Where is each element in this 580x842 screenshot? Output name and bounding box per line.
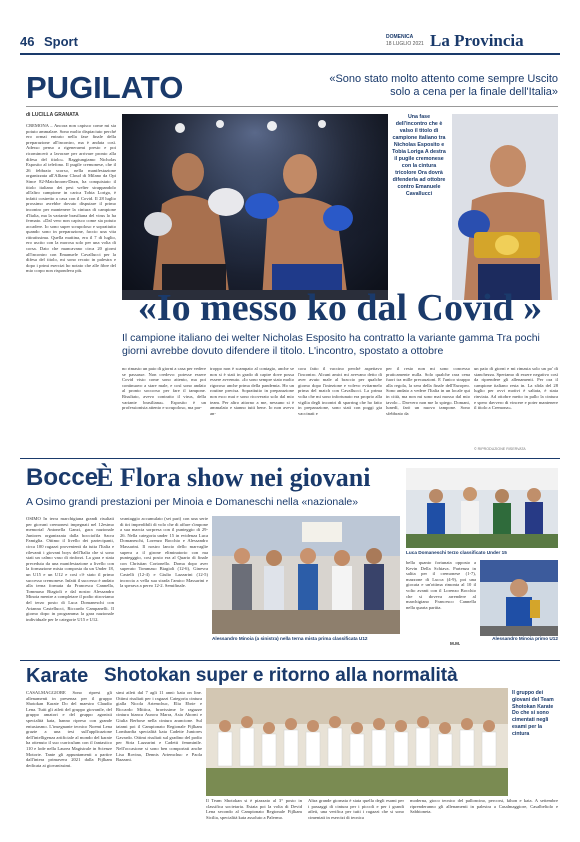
section-label: Sport [44, 34, 78, 49]
pugilato-body-col-5: un paio di giorni e mi rimasta solo un po' di stanchezza. Speriamo di essere negativo così da riprendere gli allenamenti. Per ora il campione italiano resta in. La sfida del 28 luglio per ovvi motivi è saltata, è stata rinviata. Ad ottobre metto in pallo la cintura e spero davvero di vincere e poter mantenere il titolo a Cremona». [474, 366, 558, 411]
bocce-group-graphic [212, 516, 400, 634]
boxing-photo-main [122, 114, 388, 300]
page-header [20, 32, 560, 54]
karate-body-4: Altra grande giornata è stata quella degli esami per i passaggi di cintura per i piccoli e per i grandi atleti, una verifica per tutti i ragazzi che si sono cimentati in esercizi di tecnica [308, 798, 404, 820]
bocce-body-mid: svantaggio accumulato (set pari) con una serie di tiri imperdibili di volo che di affare s'impone a sua marcia sorpresa con il punteggio di 29-26. Nella categoria under 15 in evidenza Luca Domaneschi, Lorenzo Bocchio e Alessandro Massarini. Il nostro lancio dello marvaglie supera a il girone eliminatorio con ma puntegggio, cosi posto era al Quarto di finale con Christian Cortonello. Doma dopo aver superato Tommaso Biagioli (12-6), Ginevra Castelli (12-4) e Giulio Lazzarini (12-5) incrocia a vella sua strada l'amico Massarini e la sperava a pereo 12-2. Semifinale. [120, 516, 208, 589]
bocce-top-rule [20, 458, 560, 459]
newspaper-title: La Provincia [430, 31, 524, 50]
karate-body-2: simi atleti dal 7 agli 11 anni: kata on line. Ottimi risultati per i ragazzi Categoria cintura gialla Nicola Artemchuc, Elia Ebrie e Riccardo Mittica, bravissime le ragazze cintura bianca Aurora Marra, Asia Aborni e Giulia Berbose nella cintura arancione. Sul tatami poi il Campionato Regionale Fijlkam Lombardia specialità kata Cadette Juniores Gavardo. Ottimi risultati sul gradino del podio per Siria Lazzarini e Cadetti femminile. Nell'occasione si sono ben comportati anche Lisa Rovina, Dennis Artemchuc e Paola Bazzani. [116, 690, 202, 763]
pugilato-body-left: CREMONA – Ancora non capisco come mi sia potuto ammalare. Sono molto dispiaciuto perché ero ormai entrato nella fase finale della preparazione all'incontro, ma è andata così. Adesso penso a rigenerarmi presto e poi ricomincerò a lavorare per arrivare pronto alla difesa del titolo». Raggiungiamo Nicholas Esposito al telefono. Il pugile cremonese, che il 26 febbraio scorso, nella manifestazione organizzata all'Allianz Cloud di Milano da Opi Since 82-Matchroom-Dazn, ha conquistato il titolo italiano dei pesi welter strappandolo all'altro campione in carica Tobia Loriga, è infatti costretto a casa con il Covid. Il 28 luglio prossimo avrebbe dovuto disputare il primo incontro per mantenere la cintura di campione d'Italia, ma la variante brasiliana del virus lo ha fermato. «Dal vero non capisco come sia potuto accadere. Io sono super scrupoloso e soprattutto quando sono in preparazione, faccio una vita ritiratissima. Quella mattina, era il 7 di luglio, ero uscito con la morosa solo per una volta di corsa. Dato che mancavano circa 20 giorni all'incontro con Emanuele Cavallucci per la difesa del titolo, mi sono recato in palestra e dopo i primi esercizi ho notato che alle fibre del mio corpo non rispondeva più. [26, 123, 116, 274]
karate-body-3: Il Team Shotokan si è piazzato al 3° posto in classifica societaria. Estata poi la volta di Devid Lena secondo al Campionato Regionale Fijlkam Sicilia, specialità kata assoluto a Palermo. [206, 798, 302, 820]
karate-headline: Shotokan super e ritorno alla normalità [104, 665, 458, 686]
pugilato-body-col-3: cora fatto il vaccino perché aspettavo l'incontro. Alcuni amici mi avevano detto di aver avuto male al braccio per qualche giorno dopo l'iniezione e volevo evitarmelo prima del match con Cavallucci. La prima volta che mi sono infortunato era proprio alla vigilia degli incontri di sparring che ho fatto in preparazione, sono stati con poggi gia vaccinati e [298, 366, 382, 416]
karate-group-graphic [206, 688, 508, 796]
bocce-subhead: A Osimo grandi prestazioni per Minoia e Domaneschi nella «nazionale» [26, 496, 359, 508]
bocce-caption-top-right: Luca Domaneschi terzo classificato Under 15 [406, 550, 507, 555]
bocce-signature: M.M. [450, 641, 461, 646]
karate-top-rule [20, 660, 560, 661]
pugilato-caption: Una fase dell'incontro che è valso il titolo di campione italiano tra Nicholas Esposito e Tobia Loriga A destra il pugile cremonese con la cintura tricolore Ora dovrà difenderla ad ottobre contro Emanuele Cavallucci [392, 114, 446, 197]
pugilato-section-title: PUGILATO [26, 70, 184, 105]
bocce-section-title: Bocce [26, 464, 99, 491]
bocce-caption-bottom-right: Alessandro Minoia primo U12 [492, 636, 558, 641]
header-day: DOMENICA [386, 34, 414, 40]
bocce-winner-graphic [480, 560, 558, 636]
bocce-body-right: bella quanto fortunata opposto a Kevin Della Schiava. Partenza in salita per il cremonese (1-7), mazzone di Lucca (4-9), poi una giocata e un'ottima rimonta al 10 il volto avanti con il Lorenzo Bocchio che si doveva arrendere al marchigiano Francesco Cannella nella quarta partita. [406, 560, 476, 610]
pugilato-body-col-4: per il resto non mi sono concesso praticamente nulla. Solo qualche rara cena fuori tra mille precauzioni. E l'unico strappo alla regola, la sera della finale dell'Europeo. Sono andato a vedere l'Italia in un locale qui in città, ma non mi sono mai mosso dal mio tavolo... Davvero non me lo spiego. Domani, lunedì, farò un nuovo tampone. Sono sfebbrato da [386, 366, 470, 416]
pugilato-reserved-note: © RIPRODUZIONE RISERVATA [474, 447, 526, 451]
pugilato-rule [26, 106, 558, 107]
karate-group-photo [206, 688, 508, 796]
boxer-belt-photo [452, 114, 558, 300]
karate-caption: Il gruppo dei giovani del Team Shotokan Karate Do che si sono cimentati negli esami per la cintura [512, 690, 554, 737]
pugilato-headline: «Io messo ko dal Covid » [137, 287, 543, 329]
bocce-podium-graphic [406, 468, 558, 548]
header-rule [20, 53, 560, 55]
pugilato-top-quote: «Sono stato molto attento come sempre Uscito solo a cena per la finale dell'Italia» [329, 73, 558, 98]
boxer-with-belt-graphic [452, 114, 558, 300]
header-date: 18 LUGLIO 2021 [386, 41, 424, 47]
karate-body-1: CASALMAGGIORE Sono ripresi gli allenamenti in presenza per il gruppo Shotokan Karate Do del maestro Claudio Lena. Tutti gli atleti del gruppo giovanile, del gruppo amatori e del gruppo agonisti specialità kata, hanno ripreso con grande entusiasmo. L'insegnante tecnico Noemi Lena grazie a una tesi sull'applicazione dell'intelligenza artificiale al mondo del karate ha ottenuto il suo curriculum con il fantastico 110 e lode nella Laurea Magistrale in Scienze Motorie. Tante gli appuntamenti a partire dall'intera primavera 2021 dalla Fijlkam dedicata ai giovanissimi. [26, 690, 112, 768]
pugilato-body-col-1: no rimasto un paio di giorni a casa per vedere se passasse. Non credevo: potesse essere Covid visto come sono attento, ma poi continuavo a stare male, e così sono andato al pronto soccorso per fare il tampone. Risultato, avevo contratto il virus, della variante brasiliana». Esposito è un professionista attento e scrupoloso, ma par- [122, 366, 206, 411]
pugilato-byline: di LUCILLA GRANATA [26, 112, 79, 118]
bocce-bottom-right-photo [480, 560, 558, 636]
bocce-headline: È Flora show nei giovani [96, 463, 371, 492]
bocce-body-left: OSIMO In terra marchigiana grandi risultati per giovani cremonesi impegnati nel 12esimo memorial Antonella Ganzi, gara nazionale Juniores organizzata dalla bocciofila Sacra Famiglia. Ottimo il livello dei partecipanti, circa 100 ragazzi provenienti da tutta l'Italia e rilevanti i giovani boys dell'Italia che si sono stati un calmo vaso di rinforzi. La gara e stata preceduta da una manifestazione a livello con la formazione mista composta da un Under 18, un U15 e un U12 e così c'è stato il primo successo cremonese. Infatti il successo è andato alla terna formata da Francesca Cannella, Tommaso Biagioli e dal nostro Alessandro Minoia mentre a completare il podio ritroviamo del terzo posto di Luca Domaneschi con Arianna Castellucci, Riccardo Campanelli. Il giorno dopo in programma la gara nazionale individuale per le categorie U15 e U12. [26, 516, 114, 622]
page-number: 46 [20, 34, 35, 49]
bocce-group-photo [212, 516, 400, 634]
boxing-scene-graphic [122, 114, 388, 300]
pugilato-body-col-2: troppo non è scampato al contagio, anche se non si è stati in grado di capire dove possa essere avvenuto. «Io sono sempre stato molto rigoroso anche prima della pandemia. Ho un routine precisa. Soprattutto in preparazione non esco mai e sono ricoverato solo dal mio team. Per altro attorno a me, nessuno si è ammalato e stanno tutti bene. Io non avevo an- [210, 366, 294, 416]
karate-section-title: Karate [26, 665, 89, 687]
karate-body-5: moderna, gioco tecnico del palloncino, percorsi, kihon e kata. A settembre riprenderanno gli allenamenti in palestra a Casalmaggiore, Casalbeltolo e Sabbioneta. [410, 798, 558, 815]
pugilato-subhead: Il campione italiano dei welter Nicholas Esposito ha contratto la variante gamma Tra pochi giorni avrebbe dovuto difendere il titolo. L'incontro, spostato a ottobre [122, 332, 540, 357]
bocce-caption-mid: Alessandro Minoia (a sinistra) nella terna mista prima classificata U12 [212, 636, 368, 641]
bocce-top-right-photo [406, 468, 558, 548]
